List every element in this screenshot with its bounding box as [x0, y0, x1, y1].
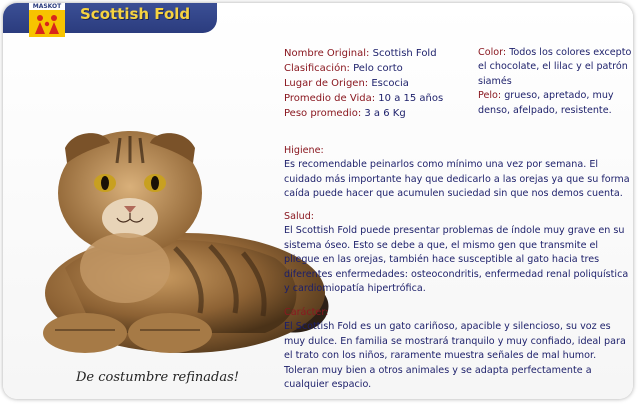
- section-health: [284, 210, 632, 296]
- hygiene-text: Es recomendable peinarlos como mínimo una vez por semana. El cuidado más importante hay que dedicarlo a las orejas ya que su forma caída puede hacer que acumulen suciedad sin que nos demos cuenta.: [284, 159, 630, 200]
- character-text: El Scottish Fold es un gato cariñoso, apacible y silencioso, su voz es muy dulce. En familia se mostrará tranquilo y muy confiado, ideal para el trato con los niños, raramente muestra señales de mal humor. Toleran muy bien a otros animales y se adapta perfectamente a cualquier espacio.: [284, 321, 626, 391]
- slogan: De costumbre refinadas!: [76, 370, 239, 385]
- info-origin-name: Nombre Original: Scottish Fold: [284, 48, 437, 59]
- breed-info: [284, 46, 443, 121]
- info-origin-place: Lugar de Origen: Escocia: [284, 78, 409, 89]
- logo-text: MASKOT: [29, 3, 65, 10]
- section-character: [284, 306, 632, 392]
- character-heading: Carácter:: [284, 307, 329, 318]
- brand-logo: [29, 3, 65, 37]
- color-hair-info: [478, 46, 638, 118]
- info-hair: Pelo: grueso, apretado, muy denso, afelpado, resistente.: [478, 90, 614, 116]
- section-hygiene: [284, 144, 632, 202]
- logo-emblem-icon: [29, 10, 65, 37]
- hygiene-heading: Higiene:: [284, 145, 324, 156]
- info-weight: Peso promedio: 3 a 6 Kg: [284, 108, 406, 119]
- info-life-expectancy: Promedio de Vida: 10 a 15 años: [284, 93, 444, 104]
- info-classification: Clasificación: Pelo corto: [284, 63, 403, 74]
- health-text: El Scottish Fold puede presentar problemas de índole muy grave en su sistema óseo. Esto se debe a que, el mismo gen que transmite el pliegue en las orejas, también hace susceptible al gato hacia tres diferentes enfermedades: osteocondritis, enfermedad renal poliquística y cardiomiopatía hipertrófica.: [284, 225, 629, 295]
- page-title: Scottish Fold: [80, 5, 191, 23]
- info-color: Color: Todos los colores excepto el chocolate, el lilac y el patrón siamés: [478, 47, 632, 87]
- health-heading: Salud:: [284, 211, 315, 222]
